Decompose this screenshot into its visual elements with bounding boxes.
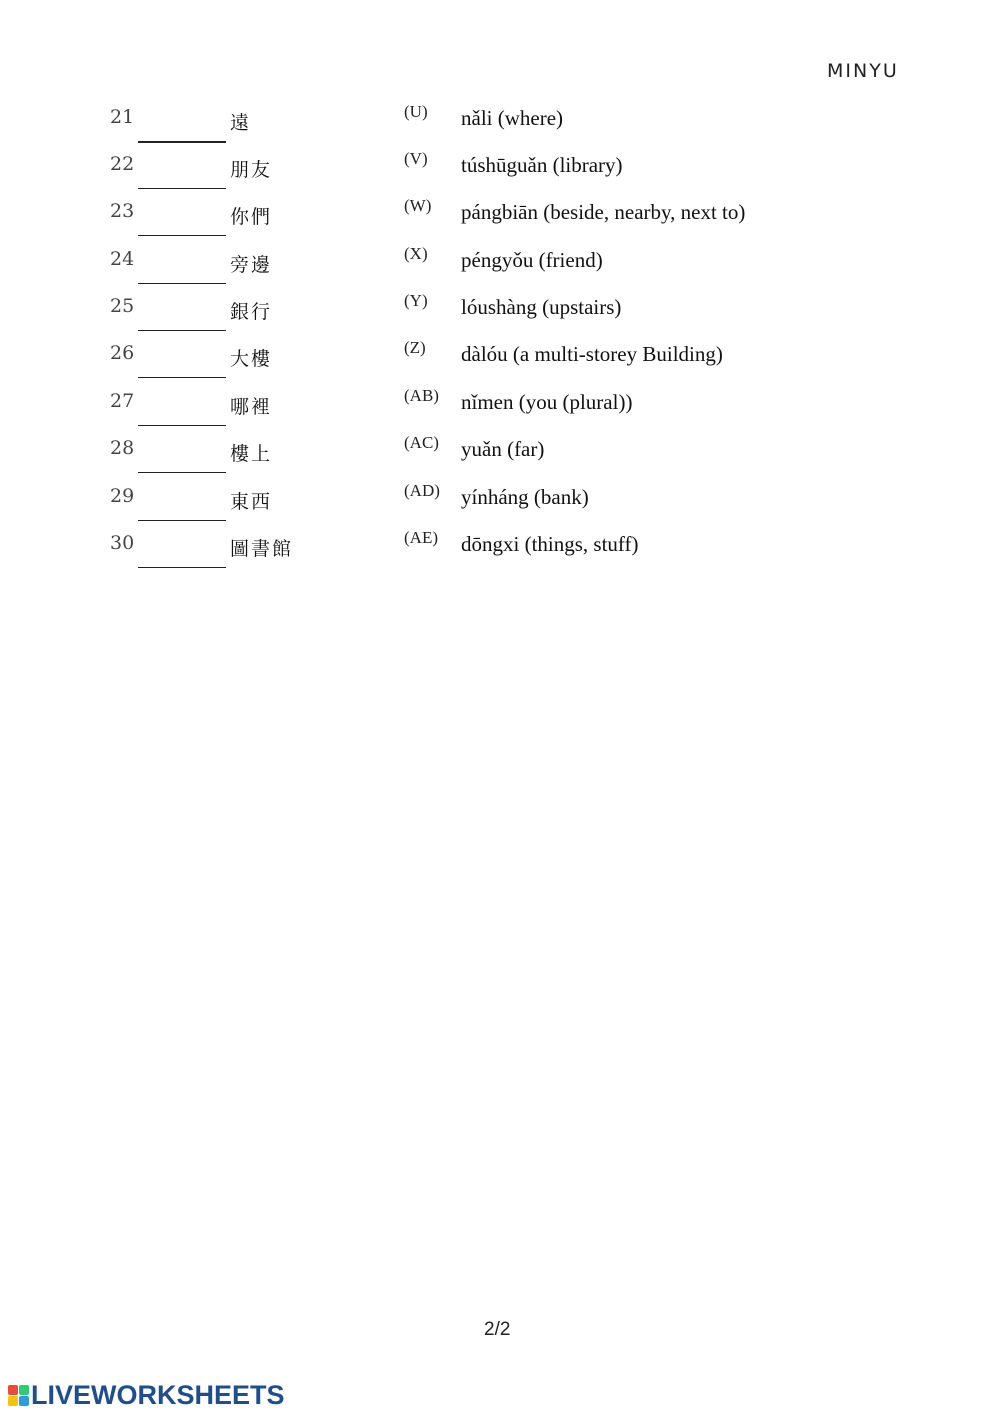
list-item: [0, 433, 1000, 484]
option-letter: (Y): [404, 291, 428, 310]
answer-input[interactable]: [138, 233, 226, 236]
logo-tile-icon: [19, 1385, 29, 1395]
pinyin-meaning: nǐmen (you (plural)): [461, 390, 633, 414]
list-item: [0, 196, 1000, 247]
item-number: 21: [110, 106, 135, 128]
hanzi-term: 哪裡: [230, 396, 273, 418]
answer-input[interactable]: [138, 375, 226, 378]
pinyin-meaning: dōngxi (things, stuff): [461, 532, 639, 556]
pinyin-meaning: túshūguǎn (library): [461, 153, 623, 177]
page-number: 2/2: [484, 1319, 511, 1340]
brand-header: MINYU: [827, 60, 899, 82]
hanzi-term: 圖書館: [230, 538, 294, 560]
item-number: 22: [110, 153, 135, 175]
answer-input[interactable]: [138, 328, 226, 331]
hanzi-term: 樓上: [230, 443, 273, 465]
logo-text: LIVEWORKSHEETS: [31, 1379, 285, 1410]
item-number: 25: [110, 295, 135, 317]
list-item: [0, 291, 1000, 342]
list-item: [0, 338, 1000, 389]
hanzi-term: 你們: [230, 206, 273, 228]
list-item: [0, 386, 1000, 437]
hanzi-term: 遠: [230, 112, 252, 134]
answer-input[interactable]: [138, 186, 226, 189]
item-number: 23: [110, 200, 135, 222]
answer-input[interactable]: [138, 470, 226, 473]
option-letter: (W): [404, 196, 432, 215]
answer-input[interactable]: [138, 139, 226, 143]
item-number: 26: [110, 342, 135, 364]
pinyin-meaning: lóushàng (upstairs): [461, 295, 622, 319]
list-item: [0, 244, 1000, 295]
hanzi-term: 朋友: [230, 159, 273, 181]
list-item: [0, 528, 1000, 579]
item-number: 28: [110, 437, 135, 459]
list-item: [0, 102, 1000, 153]
logo-tile-icon: [8, 1385, 18, 1395]
item-number: 30: [110, 532, 135, 554]
answer-input[interactable]: [138, 565, 226, 568]
logo-grid-icon: [8, 1385, 29, 1406]
pinyin-meaning: pángbiān (beside, nearby, next to): [461, 200, 746, 224]
option-letter: (AD): [404, 481, 440, 500]
option-letter: (U): [404, 102, 428, 121]
logo-tile-icon: [8, 1396, 18, 1406]
option-letter: (AE): [404, 528, 438, 547]
pinyin-meaning: yínháng (bank): [461, 485, 589, 509]
answer-input[interactable]: [138, 518, 226, 521]
liveworksheets-logo[interactable]: [8, 1380, 285, 1410]
answer-input[interactable]: [138, 423, 226, 426]
pinyin-meaning: yuǎn (far): [461, 437, 545, 461]
hanzi-term: 銀行: [230, 301, 273, 323]
option-letter: (Z): [404, 338, 426, 357]
hanzi-term: 大樓: [230, 348, 273, 370]
option-letter: (AB): [404, 386, 439, 405]
pinyin-meaning: péngyǒu (friend): [461, 248, 603, 272]
option-letter: (V): [404, 149, 428, 168]
option-letter: (X): [404, 244, 428, 263]
logo-tile-icon: [19, 1396, 29, 1406]
list-item: [0, 481, 1000, 532]
answer-input[interactable]: [138, 281, 226, 284]
hanzi-term: 旁邊: [230, 254, 273, 276]
item-number: 29: [110, 485, 135, 507]
pinyin-meaning: dàlóu (a multi-storey Building): [461, 342, 723, 366]
hanzi-term: 東西: [230, 491, 273, 513]
pinyin-meaning: nǎli (where): [461, 106, 564, 130]
item-number: 24: [110, 248, 135, 270]
item-number: 27: [110, 390, 135, 412]
option-letter: (AC): [404, 433, 439, 452]
list-item: [0, 149, 1000, 200]
